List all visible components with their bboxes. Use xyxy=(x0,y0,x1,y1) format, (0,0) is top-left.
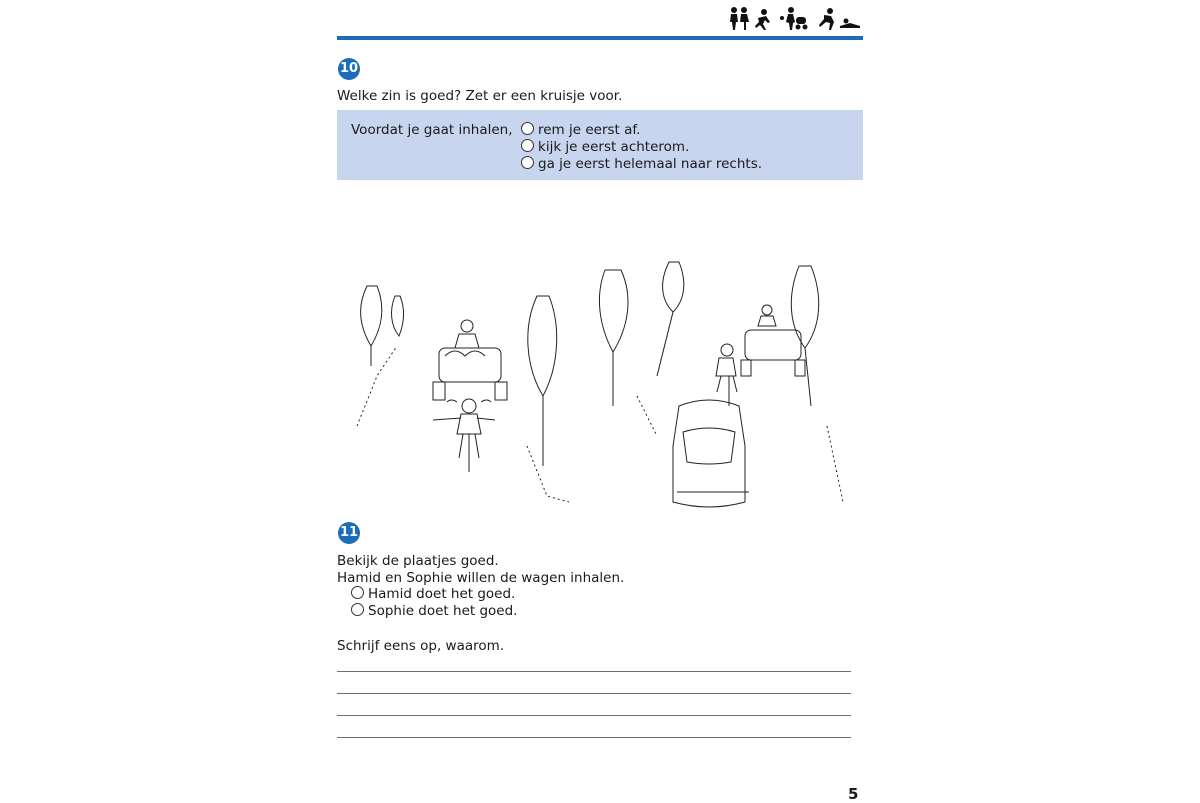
radio-circle-icon[interactable] xyxy=(351,586,364,599)
radio-circle-icon[interactable] xyxy=(351,603,364,616)
question-10-choice-box xyxy=(337,110,863,180)
tree-icon xyxy=(599,262,818,406)
header-rule xyxy=(337,36,863,40)
people-pictogram-icon xyxy=(728,6,862,32)
option-label: Sophie doet het goed. xyxy=(368,603,518,619)
option-label: kijk je eerst achterom. xyxy=(538,139,690,155)
question-11-line-1: Bekijk de plaatjes goed. xyxy=(337,553,499,569)
question-11-option-1[interactable] xyxy=(351,586,515,603)
question-10-option-2[interactable] xyxy=(521,139,689,156)
car-icon xyxy=(673,400,749,507)
answer-line[interactable] xyxy=(337,715,851,716)
girl-cyclist-icon xyxy=(433,399,495,472)
question-10-option-3[interactable] xyxy=(521,156,762,173)
boy-cyclist-icon xyxy=(716,344,737,406)
traffic-illustration xyxy=(337,256,863,508)
question-10-option-1[interactable] xyxy=(521,122,640,139)
radio-circle-icon[interactable] xyxy=(521,156,534,169)
option-label: Hamid doet het goed. xyxy=(368,586,516,602)
page-number: 5 xyxy=(848,785,859,803)
question-11-prompt: Schrijf eens op, waarom. xyxy=(337,638,505,654)
option-label: rem je eerst af. xyxy=(538,122,641,138)
question-10-instruction: Welke zin is goed? Zet er een kruisje voor. xyxy=(337,88,623,104)
radio-circle-icon[interactable] xyxy=(521,122,534,135)
question-11-number-badge xyxy=(338,522,360,544)
wagon-icon xyxy=(741,305,805,376)
wagon-icon xyxy=(433,320,507,400)
question-10-number: 10 xyxy=(339,61,359,76)
radio-circle-icon[interactable] xyxy=(521,139,534,152)
answer-line[interactable] xyxy=(337,693,851,694)
answer-line[interactable] xyxy=(337,671,851,672)
tree-icon xyxy=(361,286,557,466)
question-11-line-2: Hamid en Sophie willen de wagen inhalen. xyxy=(337,570,625,586)
option-label: ga je eerst helemaal naar rechts. xyxy=(538,156,763,172)
question-10-number-badge xyxy=(338,58,360,80)
question-11-option-2[interactable] xyxy=(351,603,517,620)
question-10-stem: Voordat je gaat inhalen, xyxy=(351,122,513,138)
question-11-number: 11 xyxy=(339,525,359,540)
answer-line[interactable] xyxy=(337,737,851,738)
